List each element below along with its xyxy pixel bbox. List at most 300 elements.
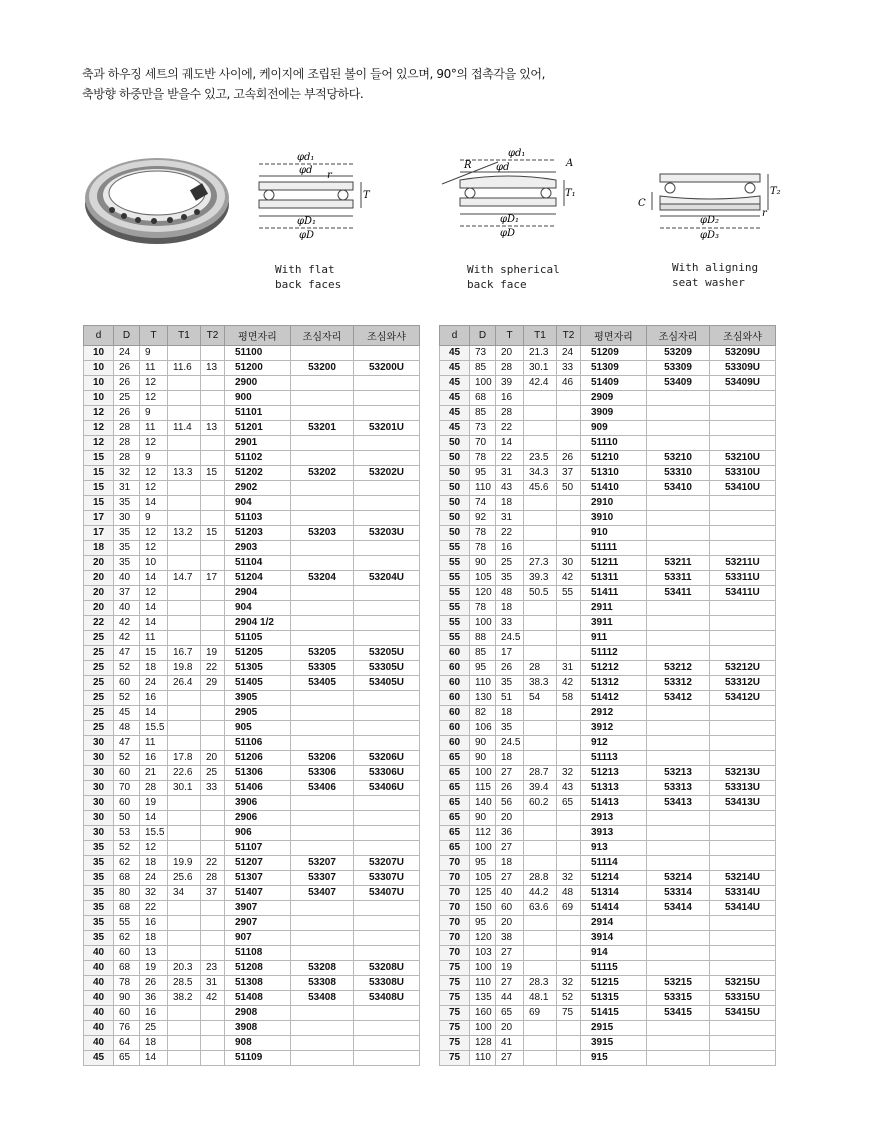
cell-flat-seat: 2912	[581, 706, 647, 721]
cell-d: 65	[440, 826, 470, 841]
cell-flat-seat: 51212	[581, 661, 647, 676]
cell-T1	[524, 841, 557, 856]
cell-d: 50	[440, 481, 470, 496]
cell-flat-seat: 51100	[225, 346, 291, 361]
cell-D: 100	[470, 841, 496, 856]
cell-T2	[557, 856, 581, 871]
column-header: T1	[524, 326, 557, 346]
cell-T: 56	[496, 796, 524, 811]
table-row	[84, 436, 420, 451]
cell-aligning-seat	[291, 1021, 354, 1036]
cell-flat-seat: 51410	[581, 481, 647, 496]
table-row	[440, 1021, 776, 1036]
cell-D: 90	[470, 751, 496, 766]
cell-D: 100	[470, 1021, 496, 1036]
table-row	[440, 406, 776, 421]
cell-d: 35	[84, 871, 114, 886]
cell-aligning-seat	[647, 601, 710, 616]
cell-T1: 16.7	[168, 646, 201, 661]
cell-T1	[524, 1021, 557, 1036]
column-header: d	[84, 326, 114, 346]
cell-aligning-washer	[354, 1051, 420, 1066]
cell-T2	[557, 436, 581, 451]
cell-aligning-washer	[354, 391, 420, 406]
cell-T1	[524, 736, 557, 751]
column-header: T	[496, 326, 524, 346]
label-D2: φD₂	[700, 215, 720, 226]
cell-aligning-washer	[354, 916, 420, 931]
table-row	[84, 916, 420, 931]
cell-d: 25	[84, 661, 114, 676]
cell-flat-seat: 51111	[581, 541, 647, 556]
cell-T1: 45.6	[524, 481, 557, 496]
cell-aligning-seat	[291, 556, 354, 571]
cell-T1: 30.1	[168, 781, 201, 796]
cell-d: 15	[84, 451, 114, 466]
cell-T1: 19.9	[168, 856, 201, 871]
cell-aligning-washer: 53215U	[710, 976, 776, 991]
cell-aligning-seat	[647, 616, 710, 631]
column-header: 조심자리	[647, 326, 710, 346]
cell-T2	[201, 601, 225, 616]
table-row	[84, 811, 420, 826]
cell-T2: 22	[201, 856, 225, 871]
cell-T: 18	[496, 496, 524, 511]
table-row	[84, 781, 420, 796]
table-row	[84, 976, 420, 991]
cell-flat-seat: 3906	[225, 796, 291, 811]
cell-flat-seat: 904	[225, 601, 291, 616]
cell-T: 26	[496, 661, 524, 676]
cell-T: 15	[140, 646, 168, 661]
cell-aligning-seat	[291, 496, 354, 511]
cell-aligning-seat: 53307	[291, 871, 354, 886]
cell-aligning-washer: 53214U	[710, 871, 776, 886]
cell-T: 18	[496, 856, 524, 871]
cell-aligning-washer	[710, 541, 776, 556]
cell-T1	[524, 646, 557, 661]
cell-aligning-washer	[710, 1036, 776, 1051]
cell-T: 12	[140, 376, 168, 391]
cell-T: 32	[140, 886, 168, 901]
cell-D: 74	[470, 496, 496, 511]
cell-aligning-washer	[354, 616, 420, 631]
cell-d: 60	[440, 736, 470, 751]
intro-line-2: 축방향 하중만을 받을수 있고, 고속회전에는 부적당하다.	[82, 87, 364, 101]
cell-T: 36	[140, 991, 168, 1006]
cell-aligning-washer: 53307U	[354, 871, 420, 886]
cell-d: 35	[84, 916, 114, 931]
cell-d: 35	[84, 841, 114, 856]
cell-aligning-seat: 53408	[291, 991, 354, 1006]
diagram-flat-back	[255, 148, 375, 243]
cell-flat-seat: 911	[581, 631, 647, 646]
cell-d: 75	[440, 1036, 470, 1051]
cell-T1	[524, 931, 557, 946]
cell-d: 75	[440, 1006, 470, 1021]
cell-T1: 27.3	[524, 556, 557, 571]
table-row	[440, 751, 776, 766]
cell-T: 11	[140, 631, 168, 646]
cell-T1	[168, 1036, 201, 1051]
table-row	[440, 1051, 776, 1066]
cell-D: 55	[114, 916, 140, 931]
cell-flat-seat: 51414	[581, 901, 647, 916]
table-row	[84, 361, 420, 376]
cell-T: 26	[496, 781, 524, 796]
cell-D: 100	[470, 961, 496, 976]
cell-D: 62	[114, 931, 140, 946]
cell-aligning-washer	[710, 721, 776, 736]
cell-D: 85	[470, 406, 496, 421]
cell-flat-seat: 3911	[581, 616, 647, 631]
cell-d: 25	[84, 706, 114, 721]
cell-T2: 23	[201, 961, 225, 976]
cell-d: 40	[84, 946, 114, 961]
table-row	[440, 661, 776, 676]
cell-d: 25	[84, 646, 114, 661]
cell-T1: 63.6	[524, 901, 557, 916]
cell-d: 45	[440, 361, 470, 376]
cell-d: 30	[84, 766, 114, 781]
cell-aligning-washer	[710, 421, 776, 436]
cell-T2	[201, 691, 225, 706]
table-row	[84, 856, 420, 871]
cell-flat-seat: 913	[581, 841, 647, 856]
cell-flat-seat: 904	[225, 496, 291, 511]
cell-aligning-washer	[710, 631, 776, 646]
cell-d: 60	[440, 646, 470, 661]
cell-aligning-seat	[647, 646, 710, 661]
cell-T1	[168, 541, 201, 556]
cell-d: 30	[84, 736, 114, 751]
cell-d: 75	[440, 991, 470, 1006]
cell-aligning-seat	[647, 751, 710, 766]
cell-d: 15	[84, 496, 114, 511]
cell-D: 160	[470, 1006, 496, 1021]
cell-d: 55	[440, 586, 470, 601]
cell-T2: 52	[557, 991, 581, 1006]
cell-aligning-washer: 53406U	[354, 781, 420, 796]
cell-aligning-washer	[710, 496, 776, 511]
cell-d: 70	[440, 856, 470, 871]
cell-T1	[168, 616, 201, 631]
cell-aligning-seat	[647, 391, 710, 406]
cell-T: 15.5	[140, 826, 168, 841]
cell-T: 20	[496, 811, 524, 826]
cell-T1	[168, 1021, 201, 1036]
cell-T1: 28.8	[524, 871, 557, 886]
cell-T2	[201, 481, 225, 496]
cell-d: 40	[84, 976, 114, 991]
cell-d: 60	[440, 691, 470, 706]
cell-d: 45	[440, 391, 470, 406]
cell-D: 70	[114, 781, 140, 796]
cell-T: 12	[140, 466, 168, 481]
cell-D: 103	[470, 946, 496, 961]
cell-D: 110	[470, 1051, 496, 1066]
cell-T1	[168, 931, 201, 946]
cell-flat-seat: 900	[225, 391, 291, 406]
cell-T1	[168, 796, 201, 811]
table-header-row	[440, 326, 776, 346]
cell-aligning-washer: 53312U	[710, 676, 776, 691]
cell-aligning-seat: 53209	[647, 346, 710, 361]
cell-d: 40	[84, 961, 114, 976]
cell-T: 14	[140, 571, 168, 586]
cell-d: 45	[440, 376, 470, 391]
cell-D: 31	[114, 481, 140, 496]
cell-flat-seat: 51409	[581, 376, 647, 391]
cell-d: 50	[440, 496, 470, 511]
cell-D: 80	[114, 886, 140, 901]
table-row	[440, 916, 776, 931]
column-header: T	[140, 326, 168, 346]
cell-aligning-washer	[710, 751, 776, 766]
cell-D: 90	[114, 991, 140, 1006]
cell-aligning-seat	[647, 496, 710, 511]
cell-T2: 24	[557, 346, 581, 361]
table-row	[84, 556, 420, 571]
cell-aligning-seat	[291, 391, 354, 406]
cell-aligning-seat	[647, 916, 710, 931]
cell-d: 45	[440, 406, 470, 421]
cell-D: 85	[470, 646, 496, 661]
cell-aligning-washer	[354, 541, 420, 556]
cell-aligning-washer	[710, 736, 776, 751]
cell-aligning-seat	[291, 796, 354, 811]
cell-aligning-seat	[291, 811, 354, 826]
table-row	[84, 406, 420, 421]
cell-aligning-seat: 53411	[647, 586, 710, 601]
cell-T2: 46	[557, 376, 581, 391]
cell-T: 14	[140, 811, 168, 826]
cell-D: 73	[470, 421, 496, 436]
cell-d: 30	[84, 826, 114, 841]
cell-aligning-washer: 53210U	[710, 451, 776, 466]
cell-aligning-seat: 53315	[647, 991, 710, 1006]
label-t: T	[363, 190, 370, 201]
cell-flat-seat: 2905	[225, 706, 291, 721]
cell-aligning-seat: 53313	[647, 781, 710, 796]
cell-T1: 42.4	[524, 376, 557, 391]
bearing-photo	[82, 148, 232, 248]
cell-flat-seat: 915	[581, 1051, 647, 1066]
cell-flat-seat: 51407	[225, 886, 291, 901]
cell-T2	[201, 901, 225, 916]
cell-aligning-washer: 53201U	[354, 421, 420, 436]
cell-T1	[168, 736, 201, 751]
cell-T1	[168, 481, 201, 496]
bearing-table-left	[83, 325, 420, 1066]
cell-aligning-washer: 53311U	[710, 571, 776, 586]
cell-D: 52	[114, 751, 140, 766]
cell-T2	[201, 616, 225, 631]
cell-aligning-washer	[354, 931, 420, 946]
cell-T2: 17	[201, 571, 225, 586]
cell-T1	[524, 541, 557, 556]
cell-T2: 43	[557, 781, 581, 796]
cell-flat-seat: 51314	[581, 886, 647, 901]
cell-d: 50	[440, 511, 470, 526]
cell-T: 16	[140, 916, 168, 931]
cell-aligning-seat	[291, 841, 354, 856]
cell-flat-seat: 2909	[581, 391, 647, 406]
table-row	[84, 421, 420, 436]
cell-D: 60	[114, 766, 140, 781]
cell-aligning-seat: 53414	[647, 901, 710, 916]
cell-T2	[557, 736, 581, 751]
cell-T2	[557, 646, 581, 661]
table-row	[440, 781, 776, 796]
cell-D: 26	[114, 406, 140, 421]
cell-aligning-washer	[710, 826, 776, 841]
cell-T1	[524, 496, 557, 511]
cell-aligning-washer	[710, 406, 776, 421]
cell-d: 60	[440, 721, 470, 736]
cell-T: 13	[140, 946, 168, 961]
cell-D: 37	[114, 586, 140, 601]
cell-T2	[557, 496, 581, 511]
cell-T: 19	[496, 961, 524, 976]
cell-aligning-seat	[291, 826, 354, 841]
cell-T: 27	[496, 841, 524, 856]
cell-D: 90	[470, 556, 496, 571]
cell-T1	[524, 1036, 557, 1051]
cell-flat-seat: 51110	[581, 436, 647, 451]
cell-d: 75	[440, 1051, 470, 1066]
caption-aligning-line1: With aligning	[672, 261, 759, 274]
table-row	[84, 946, 420, 961]
label-al-r: r	[762, 208, 767, 219]
cell-flat-seat: 2904 1/2	[225, 616, 291, 631]
cell-aligning-seat	[647, 1021, 710, 1036]
cell-aligning-seat: 53203	[291, 526, 354, 541]
cell-T1	[524, 811, 557, 826]
cell-T: 27	[496, 946, 524, 961]
cell-D: 78	[470, 541, 496, 556]
cell-d: 12	[84, 406, 114, 421]
cell-flat-seat: 2907	[225, 916, 291, 931]
cell-flat-seat: 51312	[581, 676, 647, 691]
table-row	[84, 871, 420, 886]
cell-T: 19	[140, 961, 168, 976]
cell-aligning-washer	[354, 811, 420, 826]
cell-aligning-seat	[291, 436, 354, 451]
cell-aligning-seat: 53202	[291, 466, 354, 481]
caption-flat-line2: back faces	[275, 278, 342, 291]
table-row	[84, 451, 420, 466]
cell-D: 60	[114, 796, 140, 811]
cell-aligning-seat: 53211	[647, 556, 710, 571]
cell-flat-seat: 51307	[225, 871, 291, 886]
cell-T: 48	[496, 586, 524, 601]
cell-D: 47	[114, 646, 140, 661]
table-row	[84, 766, 420, 781]
cell-D: 95	[470, 466, 496, 481]
table-row	[440, 421, 776, 436]
cell-d: 70	[440, 886, 470, 901]
cell-T2	[201, 436, 225, 451]
cell-D: 110	[470, 676, 496, 691]
cell-flat-seat: 2901	[225, 436, 291, 451]
column-header: D	[470, 326, 496, 346]
cell-T1	[524, 601, 557, 616]
cell-d: 25	[84, 631, 114, 646]
cell-T2	[557, 826, 581, 841]
cell-T1: 11.4	[168, 421, 201, 436]
cell-D: 125	[470, 886, 496, 901]
cell-T: 25	[496, 556, 524, 571]
cell-d: 30	[84, 751, 114, 766]
cell-D: 90	[470, 811, 496, 826]
cell-T2: 19	[201, 646, 225, 661]
cell-T: 20	[496, 916, 524, 931]
cell-T: 28	[496, 406, 524, 421]
cell-d: 55	[440, 541, 470, 556]
cell-T2	[557, 511, 581, 526]
cell-D: 76	[114, 1021, 140, 1036]
cell-D: 95	[470, 661, 496, 676]
cell-d: 30	[84, 796, 114, 811]
cell-T1	[524, 391, 557, 406]
cell-aligning-seat: 53201	[291, 421, 354, 436]
table-row	[84, 796, 420, 811]
cell-aligning-washer	[710, 841, 776, 856]
label-D3: φD₃	[700, 230, 720, 241]
cell-T1: 28.3	[524, 976, 557, 991]
cell-aligning-washer	[354, 1006, 420, 1021]
cell-D: 35	[114, 556, 140, 571]
cell-aligning-seat	[291, 616, 354, 631]
column-header: T1	[168, 326, 201, 346]
cell-d: 70	[440, 931, 470, 946]
cell-d: 55	[440, 601, 470, 616]
table-row	[440, 691, 776, 706]
cell-flat-seat: 51406	[225, 781, 291, 796]
table-row	[440, 346, 776, 361]
cell-d: 55	[440, 616, 470, 631]
cell-T2: 32	[557, 976, 581, 991]
cell-aligning-seat	[647, 736, 710, 751]
cell-T1	[524, 706, 557, 721]
table-row	[440, 856, 776, 871]
cell-T1	[168, 511, 201, 526]
cell-d: 45	[84, 1051, 114, 1066]
cell-flat-seat: 2908	[225, 1006, 291, 1021]
cell-D: 130	[470, 691, 496, 706]
cell-T1	[524, 916, 557, 931]
cell-T1	[524, 511, 557, 526]
cell-aligning-seat: 53415	[647, 1006, 710, 1021]
cell-T2: 13	[201, 421, 225, 436]
cell-flat-seat: 3905	[225, 691, 291, 706]
cell-T2	[557, 616, 581, 631]
table-row	[84, 601, 420, 616]
cell-T1	[168, 841, 201, 856]
cell-D: 112	[470, 826, 496, 841]
cell-flat-seat: 51412	[581, 691, 647, 706]
cell-T1: 44.2	[524, 886, 557, 901]
bearing-table-right	[439, 325, 776, 1066]
label-sph-D1: φD₁	[500, 214, 520, 225]
cell-T: 18	[496, 601, 524, 616]
cell-D: 106	[470, 721, 496, 736]
cell-aligning-washer: 53407U	[354, 886, 420, 901]
cell-D: 120	[470, 586, 496, 601]
cell-flat-seat: 3910	[581, 511, 647, 526]
cell-d: 25	[84, 721, 114, 736]
